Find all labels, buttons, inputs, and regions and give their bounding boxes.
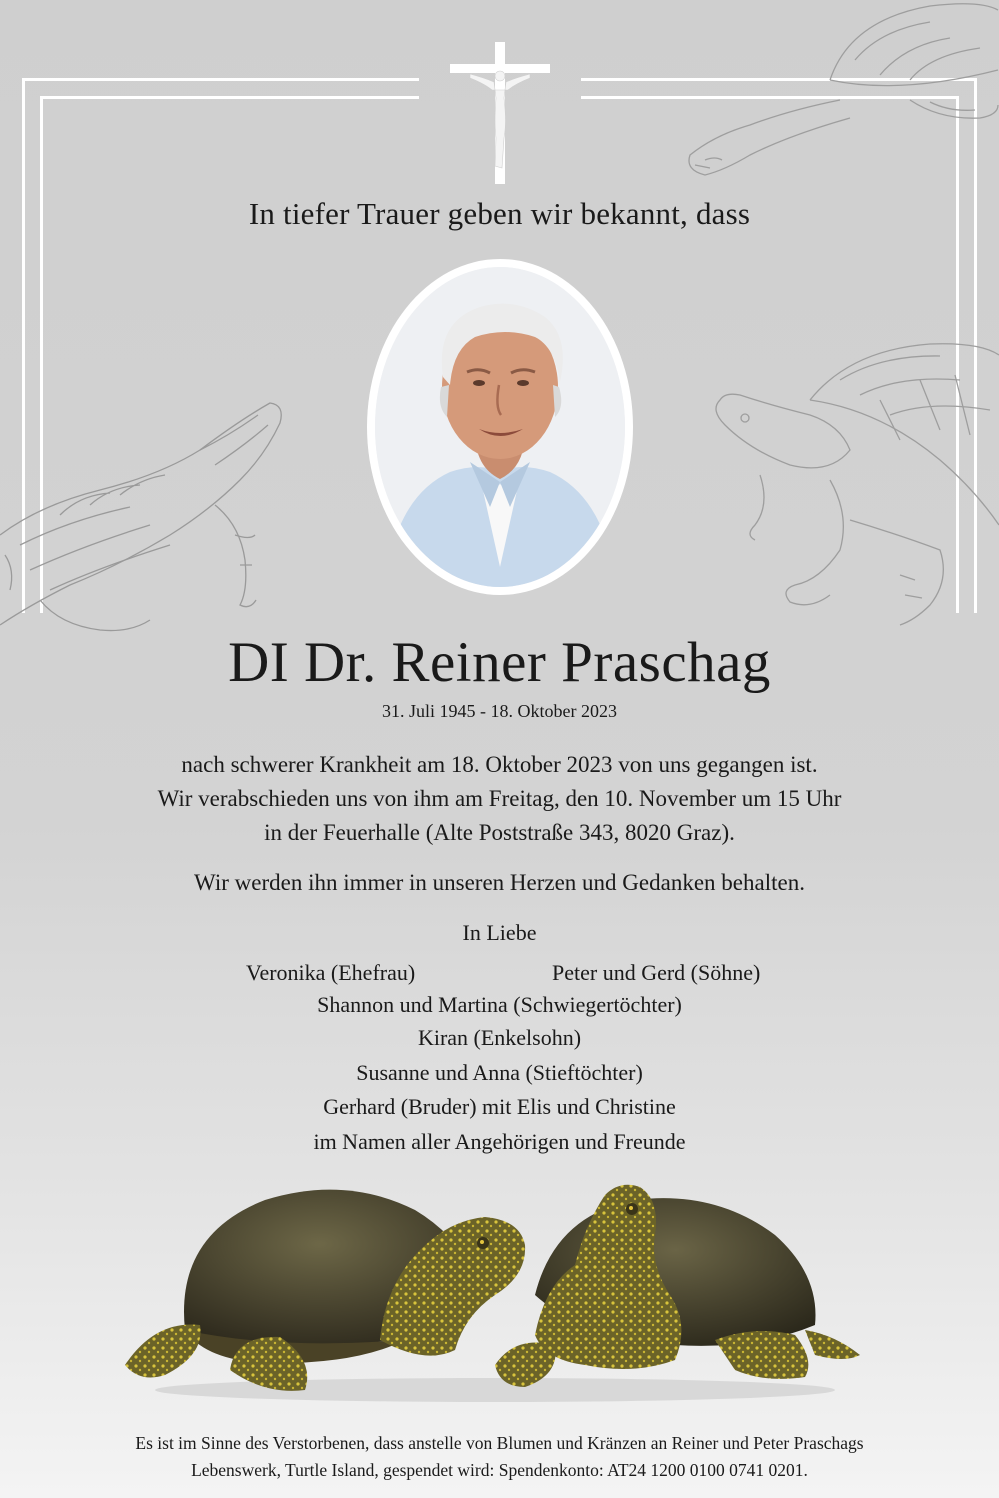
turtle-sketch-left-icon	[0, 395, 290, 645]
mourner-wife: Veronika (Ehefrau)	[246, 960, 416, 985]
mourner-brother: Gerhard (Bruder) mit Elis und Christine	[323, 1094, 676, 1119]
portrait-photo	[375, 267, 625, 587]
announcement-line-2: Wir verabschieden uns von ihm am Freitag, den 10. November um 15 Uhr	[157, 786, 842, 811]
deceased-name: DI Dr. Reiner Praschag	[228, 631, 771, 694]
frame-top-inner-left	[40, 96, 419, 99]
turtle-sketch-top-right-icon	[680, 0, 999, 185]
frame-top-outer-left	[22, 78, 419, 81]
life-dates: 31. Juli 1945 - 18. Oktober 2023	[382, 701, 617, 721]
announcement-line-3: in der Feuerhalle (Alte Poststraße 343, 8020 Graz).	[264, 820, 735, 845]
turtle-sketch-right-icon	[700, 340, 999, 630]
footer-line-2: Lebenswerk, Turtle Island, gespendet wird: Spendenkonto: AT24 1200 0100 0741 0201.	[191, 1460, 808, 1480]
portrait-frame	[367, 259, 633, 595]
crucifix-icon	[450, 38, 550, 186]
portrait-person-icon	[375, 267, 625, 587]
footer-line-1: Es ist im Sinne des Verstorbenen, dass anstelle von Blumen und Kränzen an Reiner und Peter Praschags	[135, 1433, 864, 1453]
mourner-daughters-in-law: Shannon und Martina (Schwiegertöchter)	[317, 992, 682, 1017]
mourner-stepdaughters: Susanne und Anna (Stieftöchter)	[356, 1060, 643, 1085]
mourners-heading: In Liebe	[462, 920, 537, 945]
turtles-photo-illustration	[115, 1165, 875, 1405]
mourner-sons: Peter und Gerd (Söhne)	[552, 960, 761, 985]
intro-text: In tiefer Trauer geben wir bekannt, dass	[248, 196, 751, 231]
remembrance-line: Wir werden ihn immer in unseren Herzen und Gedanken behalten.	[194, 870, 805, 895]
mourner-grandson: Kiran (Enkelsohn)	[417, 1025, 582, 1050]
mourner-others: im Namen aller Angehörigen und Freunde	[313, 1129, 686, 1154]
announcement-line-1: nach schwerer Krankheit am 18. Oktober 2023 von uns gegangen ist.	[181, 752, 818, 777]
